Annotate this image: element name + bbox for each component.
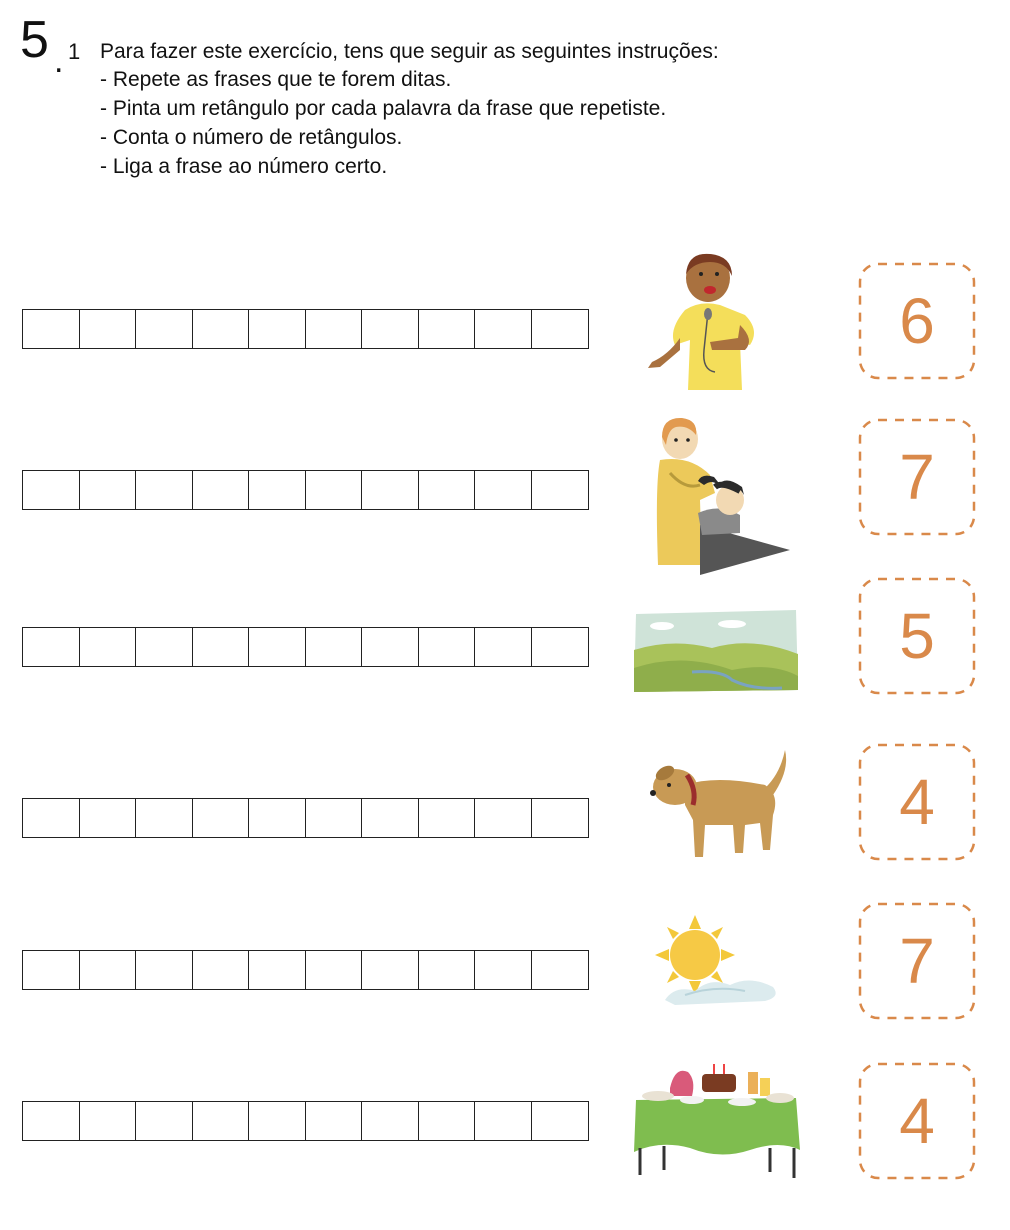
word-box[interactable] [418, 798, 476, 838]
exercise-row-2 [0, 410, 1010, 580]
word-box[interactable] [305, 1101, 363, 1141]
word-box[interactable] [79, 627, 137, 667]
word-box[interactable] [79, 798, 137, 838]
word-box[interactable] [135, 470, 193, 510]
exercise-row-4 [0, 740, 1010, 865]
word-box[interactable] [305, 627, 363, 667]
singer-icon [640, 250, 770, 395]
word-boxes[interactable] [22, 627, 589, 667]
word-box[interactable] [361, 309, 419, 349]
word-box[interactable] [135, 950, 193, 990]
word-boxes[interactable] [22, 798, 589, 838]
word-box[interactable] [418, 470, 476, 510]
word-box[interactable] [79, 309, 137, 349]
word-box[interactable] [418, 309, 476, 349]
number-card[interactable] [858, 262, 976, 380]
word-box[interactable] [305, 798, 363, 838]
instruction-step-3: - Conta o número de retângulos. [100, 126, 403, 149]
word-box[interactable] [22, 309, 80, 349]
exercise-dot: . [54, 42, 64, 80]
word-box[interactable] [135, 309, 193, 349]
word-box[interactable] [248, 470, 306, 510]
word-box[interactable] [305, 309, 363, 349]
number-label: 7 [899, 925, 935, 997]
word-box[interactable] [22, 1101, 80, 1141]
exercise-number: 5 [20, 11, 49, 69]
word-box[interactable] [474, 1101, 532, 1141]
word-box[interactable] [531, 627, 589, 667]
exercise-row-5 [0, 900, 1010, 1020]
exercise-row-1 [0, 250, 1010, 400]
word-box[interactable] [418, 1101, 476, 1141]
word-box[interactable] [192, 627, 250, 667]
word-box[interactable] [192, 798, 250, 838]
hairdresser-icon [640, 415, 800, 580]
number-label: 4 [899, 1085, 935, 1157]
word-box[interactable] [361, 1101, 419, 1141]
number-card[interactable] [858, 1062, 976, 1180]
exercise-row-3 [0, 575, 1010, 695]
word-boxes[interactable] [22, 470, 589, 510]
number-label: 7 [899, 441, 935, 513]
word-box[interactable] [22, 950, 80, 990]
word-box[interactable] [192, 309, 250, 349]
landscape-icon [632, 610, 800, 695]
exercise-header [0, 0, 1010, 200]
word-box[interactable] [361, 470, 419, 510]
word-box[interactable] [22, 470, 80, 510]
word-box[interactable] [361, 798, 419, 838]
word-box[interactable] [418, 627, 476, 667]
number-card[interactable] [858, 577, 976, 695]
word-box[interactable] [192, 470, 250, 510]
number-card[interactable] [858, 418, 976, 536]
word-boxes[interactable] [22, 309, 589, 349]
word-box[interactable] [305, 950, 363, 990]
word-box[interactable] [248, 798, 306, 838]
number-label: 5 [899, 600, 935, 672]
word-box[interactable] [531, 798, 589, 838]
sun-icon [655, 915, 780, 1010]
word-box[interactable] [474, 950, 532, 990]
word-box[interactable] [361, 627, 419, 667]
word-box[interactable] [418, 950, 476, 990]
word-box[interactable] [531, 1101, 589, 1141]
word-box[interactable] [135, 627, 193, 667]
party-table-icon [630, 1060, 802, 1180]
word-box[interactable] [135, 798, 193, 838]
number-card[interactable] [858, 743, 976, 861]
word-box[interactable] [361, 950, 419, 990]
instruction-step-2: - Pinta um retângulo por cada palavra da frase que repetiste. [100, 97, 667, 120]
number-card[interactable] [858, 902, 976, 1020]
word-box[interactable] [135, 1101, 193, 1141]
word-box[interactable] [531, 309, 589, 349]
word-box[interactable] [531, 950, 589, 990]
word-box[interactable] [474, 798, 532, 838]
number-label: 6 [899, 285, 935, 357]
word-box[interactable] [474, 627, 532, 667]
instruction-step-4: - Liga a frase ao número certo. [100, 155, 388, 178]
word-box[interactable] [248, 950, 306, 990]
word-box[interactable] [192, 950, 250, 990]
word-boxes[interactable] [22, 1101, 589, 1141]
number-label: 4 [899, 766, 935, 838]
word-box[interactable] [474, 309, 532, 349]
word-box[interactable] [248, 309, 306, 349]
word-box[interactable] [531, 470, 589, 510]
word-box[interactable] [79, 1101, 137, 1141]
word-box[interactable] [79, 950, 137, 990]
word-box[interactable] [192, 1101, 250, 1141]
word-box[interactable] [248, 1101, 306, 1141]
dog-icon [645, 745, 795, 860]
word-box[interactable] [305, 470, 363, 510]
word-box[interactable] [474, 470, 532, 510]
instructions-intro: Para fazer este exercício, tens que seguir as seguintes instruções: [100, 40, 719, 63]
word-box[interactable] [22, 627, 80, 667]
instruction-step-1: - Repete as frases que te forem ditas. [100, 68, 452, 91]
word-box[interactable] [79, 470, 137, 510]
word-boxes[interactable] [22, 950, 589, 990]
word-box[interactable] [248, 627, 306, 667]
exercise-sub-number: 1 [68, 39, 81, 64]
word-box[interactable] [22, 798, 80, 838]
exercise-row-6 [0, 1060, 1010, 1185]
